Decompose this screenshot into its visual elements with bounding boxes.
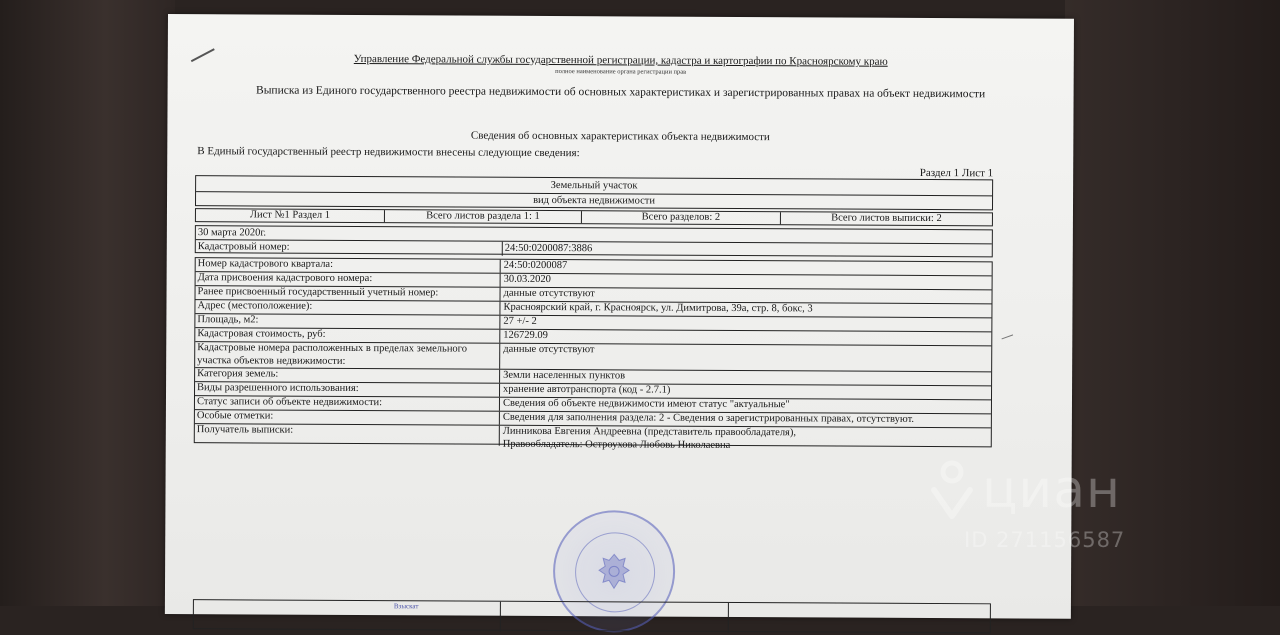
row-value: 24:50:0200087 — [500, 260, 568, 273]
cadastral-number-value: 24:50:0200087:3886 — [502, 242, 593, 256]
intro-text: В Единый государственный реестр недвижимости внесены следующие сведения: — [197, 145, 580, 160]
extract-date: 30 марта 2020г. — [197, 227, 267, 239]
row-value: 27 +/- 2 — [499, 316, 536, 329]
table-row — [195, 424, 991, 451]
characteristics-table — [194, 257, 993, 451]
total-sections: Всего разделов: 2 — [582, 211, 781, 224]
watermark-brand: циан — [982, 460, 1122, 520]
row-value: Красноярский край, г. Красноярск, ул. Димитрова, 39а, стр. 8, бокс, 3 — [499, 302, 812, 317]
row-value-line1: Линникова Евгения Андреевна (представитель правообладателя), — [502, 425, 797, 439]
row-label: Номер кадастрового квартала: — [197, 258, 334, 270]
row-value — [499, 425, 797, 451]
column-divider — [728, 603, 729, 633]
row-value: Сведения для заполнения раздела: 2 - Сведения о зарегистрированных правах, отсутствуют. — [499, 412, 914, 427]
row-label: Дата присвоения кадастрового номера: — [197, 272, 373, 285]
sheet-number: Лист №1 Раздел 1 — [196, 209, 385, 222]
row-label-line1: Кадастровые номера расположенных в пределах земельного — [197, 342, 468, 355]
row-value: Сведения об объекте недвижимости имеют статус "актуальные" — [499, 398, 790, 413]
row-value: данные отсутствуют — [500, 288, 595, 301]
row-label: Кадастровая стоимость, руб: — [197, 328, 326, 340]
row-label: Ранее присвоенный государственный учетный номер: — [197, 286, 439, 299]
watermark-id: ID 271156587 — [964, 528, 1126, 552]
next-table-fragment — [193, 599, 991, 633]
sheet-meta-row — [195, 208, 993, 226]
row-label — [197, 342, 467, 368]
coat-of-arms-icon — [593, 550, 635, 592]
row-value: данные отсутствуют — [499, 344, 594, 369]
row-value: 126729.09 — [499, 330, 548, 343]
object-type-caption: вид объекта недвижимости — [533, 194, 655, 207]
cadastral-number-row — [196, 239, 992, 258]
row-label: Особые отметки: — [196, 410, 274, 422]
row-value: хранение автотранспорта (код - 2.7.1) — [499, 384, 670, 398]
date-cadastral-block — [195, 225, 993, 257]
row-value: 30.03.2020 — [500, 274, 551, 287]
cadastral-number-label: Кадастровый номер: — [197, 241, 290, 253]
object-type: Земельный участок — [196, 176, 992, 196]
column-divider — [500, 602, 501, 632]
row-value-line2: Правообладатель: Остроухова Любовь Николаевна — [502, 438, 731, 451]
row-label: Адрес (местоположение): — [197, 300, 313, 312]
row-label: Статус записи об объекте недвижимости: — [196, 396, 383, 409]
row-label: Получатель выписки: — [196, 424, 294, 436]
extract-title: Выписка из Единого государственного реестра недвижимости об основных характеристиках и зарегистрированных правах на объект недвижимости — [256, 84, 986, 101]
object-type-header — [195, 175, 993, 210]
row-label: Категория земель: — [197, 368, 279, 380]
sheet-reference: Раздел 1 Лист 1 — [919, 166, 994, 180]
row-label: Виды разрешенного использования: — [197, 382, 359, 395]
authority-name: Управление Федеральной службы государственной регистрации, кадастра и картографии по Красноярскому краю — [353, 52, 888, 68]
pen-mark-small — [1002, 334, 1014, 339]
bottom-fragment-text: Взыскат — [393, 602, 419, 611]
total-sheets-extract: Всего листов выписки: 2 — [831, 212, 942, 225]
authority-subtitle: полное наименование органа регистрации прав — [555, 68, 687, 76]
section-title: Сведения об основных характеристиках объекта недвижимости — [470, 129, 770, 144]
location-pin-icon — [930, 458, 974, 522]
cian-watermark — [930, 452, 1170, 562]
background-left — [0, 0, 175, 606]
total-sheets-section: Всего листов раздела 1: 1 — [385, 210, 582, 223]
row-label-line2: участка объектов недвижимости: — [197, 354, 346, 367]
row-value: Земли населенных пунктов — [499, 370, 625, 384]
row-label: Площадь, м2: — [197, 314, 259, 326]
